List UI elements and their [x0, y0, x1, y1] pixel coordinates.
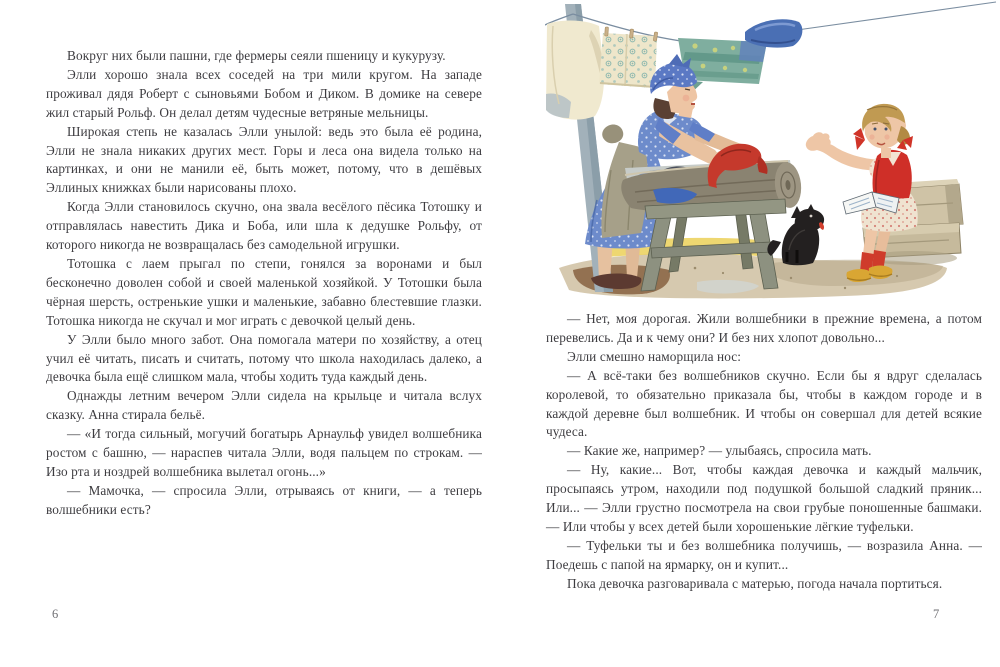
- paragraph: — А всё-таки без волшебников скучно. Если бы я вдруг сделалась королевой, то обязательно приказала бы, чтобы в каждом городе и в каждой деревне был волшебник. И чтобы он совершал для детей всякие чудеса.: [546, 367, 982, 440]
- paragraph: Однажды летним вечером Элли сидела на крыльце и читала вслух сказку. Анна стирала бельё.: [46, 388, 482, 423]
- page-number-left: 6: [52, 607, 59, 621]
- illustration-washing-scene: [545, 0, 1000, 305]
- paragraph: Пока девочка разговаривала с матерью, погода начала портиться.: [567, 575, 943, 591]
- hair-bow: [853, 128, 865, 150]
- paragraph: — Ну, какие... Вот, чтобы каждая девочка и каждый мальчик, просыпаясь утром, находили под подушкой большой сладкий пряник... Или... — Элли грустно посмотрела на свои грубые поношенные башмаки. — Или чтобы у всех детей были хорошенькие лёгкие туфельки.: [546, 462, 982, 534]
- paragraph: Тотошка с лаем прыгал по степи, гонялся за воронами и был бесконечно доволен собой и своей маленькой хозяйкой. У Тотошки была чёрная шерсть, остренькие ушки и маленькие, забавно блестевшие глазки. Тотошка никогда не скучал и мог играть с девочкой целый день.: [46, 255, 482, 328]
- paragraph: Вокруг них были пашни, где фермеры сеяли пшеницу и кукурузу.: [67, 48, 446, 63]
- laundry-shirt: [546, 20, 604, 119]
- laundry-towel: [599, 33, 657, 88]
- girl-eye: [885, 128, 888, 131]
- paragraph: У Элли было много забот. Она помогала матери по хозяйству, а отец учил её читать, писать и считать, потому что школа находилась далеко, а девочка была ещё слишком мала, чтобы ходить туда каждый день.: [46, 331, 482, 385]
- right-page-text: [546, 310, 982, 594]
- paragraph: Элли смешно наморщила нос:: [567, 348, 742, 364]
- paragraph: — Туфельки ты и без волшебника получишь, — возразила Анна. — Поедешь с папой на ярмарку, он и купит...: [546, 537, 982, 572]
- paragraph: Элли хорошо знала всех соседей на три мили кругом. На западе проживал дядя Роберт с сыновьями Бобом и Диком. В домике на севере жил старый Рольф. Он делал детям чудесные ветряные мельницы.: [46, 66, 482, 120]
- girl-eye: [874, 128, 877, 131]
- laundry-blue-cloth: [745, 19, 802, 47]
- dog-eye: [810, 215, 813, 218]
- page-number-right: 7: [933, 607, 940, 621]
- paragraph: Когда Элли становилось скучно, она звала весёлого пёсика Тотошку и отправлялась навестить Дика и Боба, или шла к дедушке Рольфу, от которого никогда не возвращалась без самодельной игрушки.: [46, 199, 482, 253]
- paragraph: — Какие же, например? — улыбаясь, спросила мать.: [567, 443, 872, 459]
- paragraph: — Нет, моя дорогая. Жили волшебники в прежние времена, а потом перевелись. Да и к чему они? И без них хлопот довольно...: [546, 311, 982, 345]
- paragraph: — «И тогда сильный, могучий богатырь Арнаульф увидел волшебника ростом с башню, — нараспев читала Элли, водя пальцем по строкам. — Изо рта и ноздрей волшебника вылетал огонь...»: [46, 426, 482, 479]
- paragraph: Широкая степь не казалась Элли унылой: ведь это была её родина, Элли не знала никаких других мест. Горы и леса она видела только на картинках, и они не манили её, быть может, потому, что в дешёвых Эллиных книжках были нарисованы плохо.: [46, 123, 482, 196]
- apron-knot: [602, 125, 623, 144]
- paragraph: — Мамочка, — спросила Элли, отрываясь от книги, — а теперь волшебники есть?: [46, 482, 482, 517]
- left-page-text: [46, 47, 482, 520]
